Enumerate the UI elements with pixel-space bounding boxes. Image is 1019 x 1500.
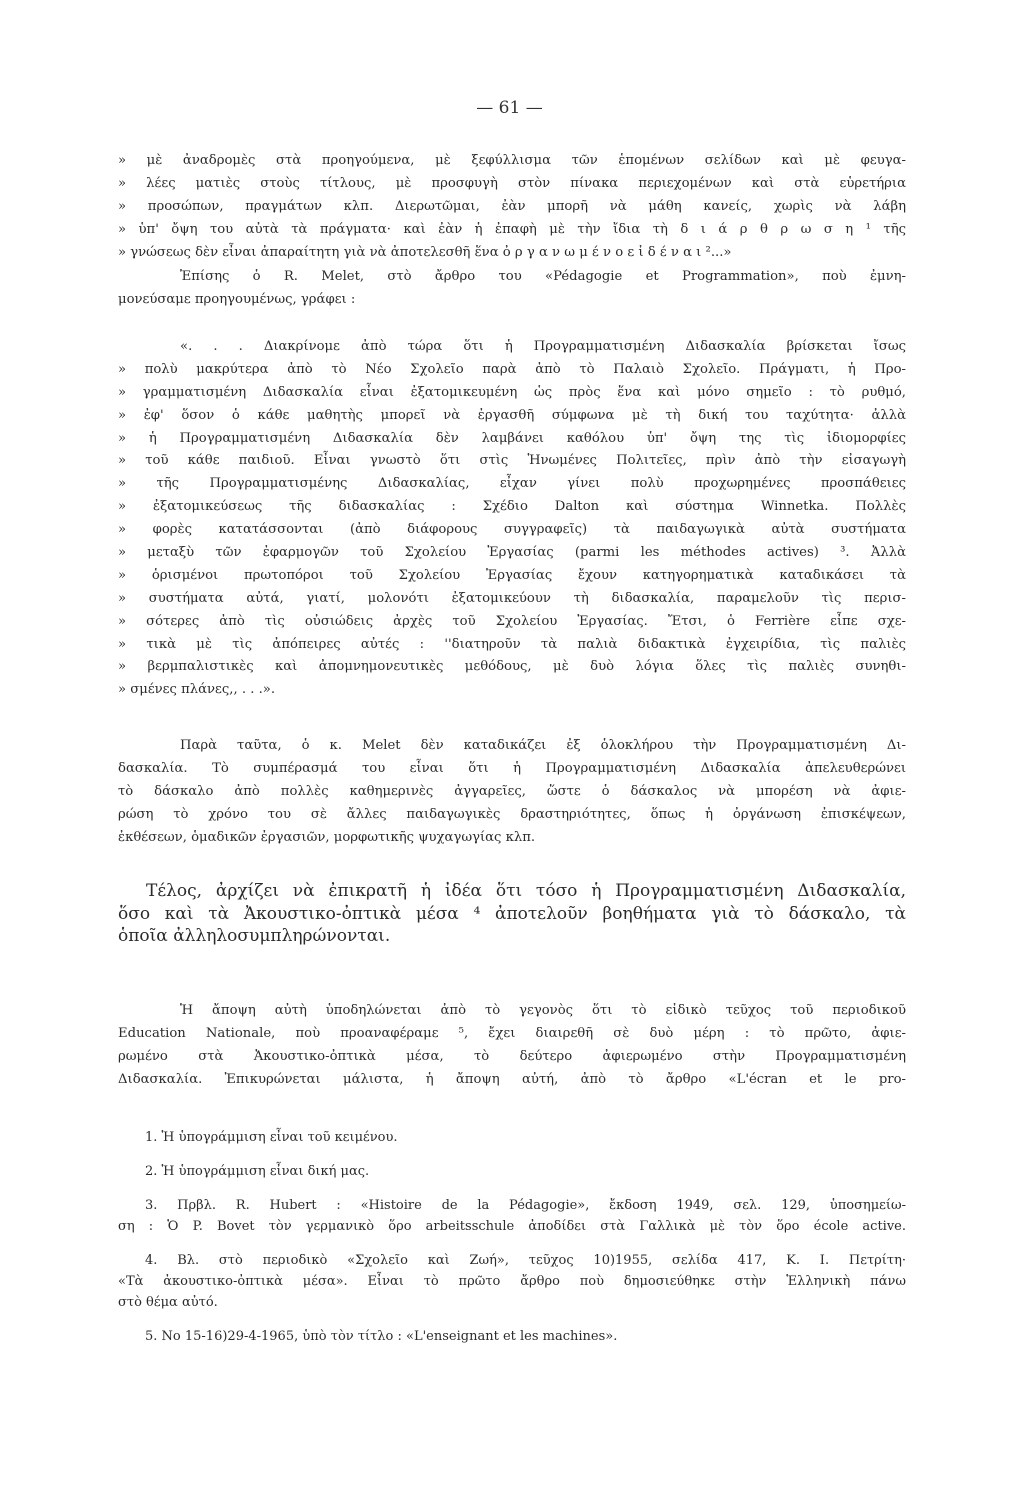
melet-paragraph (118, 735, 906, 849)
text-line: μονεύσαμε προηγουμένως, γράφει : (118, 291, 356, 307)
text-line: » λέες ματιὲς στοὺς τίτλους, μὲ προσφυγὴ στὸν πίνακα περιεχομένων καὶ στὰ εὑρετήρια (118, 175, 906, 191)
text-line: » σότερες ἀπὸ τὶς οὐσιώδεις ἀρχὲς τοῦ Σχολείου Ἐργασίας. Ἔτσι, ὁ Ferrière εἶπε σχε- (118, 613, 906, 629)
footnote-3-line: ση : Ὁ P. Bovet τὸν γερμανικὸ ὅρο arbeitsschule ἀποδίδει στὰ Γαλλικὰ μὲ τὸν ὅρο école active. (118, 1219, 906, 1234)
text-line: » ἐξατομικεύσεως τῆς διδασκαλίας : Σχέδιο Dalton καὶ σύστημα Winnetka. Πολλὲς (118, 499, 906, 515)
text-line: » μεταξὺ τῶν ἐφαρμογῶν τοῦ Σχολείου Ἐργασίας (parmi les méthodes actives) ³. Ἀλλὰ (118, 545, 906, 561)
text-line: τὸ δάσκαλο ἀπὸ πολλὲς καθημερινὲς ἀγγαρεῖες, ὥστε ὁ δάσκαλος νὰ μπορέση νὰ ἀφιε- (118, 783, 906, 799)
text-line: » τοῦ κάθε παιδιοῦ. Εἶναι γνωστὸ ὅτι στὶς Ἡνωμένες Πολιτεῖες, πρὶν ἀπὸ τὴν εἰσαγωγὴ (118, 453, 906, 469)
text-line: » τῆς Προγραμματισμένης Διδασκαλίας, εἶχαν γίνει πολὺ προχωρημένες προσπάθειες (118, 476, 906, 492)
text-line: ἐκθέσεων, ὁμαδικῶν ἐργασιῶν, μορφωτικῆς ψυχαγωγίας κλπ. (118, 829, 536, 845)
text-line: » σμένες πλάνες,, . . .». (118, 682, 276, 698)
text-line: » βερμπαλιστικὲς καὶ ἀπομνημονευτικὲς μεθόδους, μὲ δυὸ λόγια ὅλες τὶς παλιὲς συνηθι- (118, 659, 906, 675)
footnote-5: 5. Νο 15-16)29-4-1965, ὑπὸ τὸν τίτλο : «L'enseignant et les machines». (145, 1329, 618, 1344)
footnotes (118, 1127, 906, 1347)
text-line: » γραμματισμένη Διδασκαλία εἶναι ἐξατομικευμένη ὡς πρὸς ἕνα καὶ μόνο σημεῖο : τὸ ρυθμό, (118, 384, 906, 400)
text-line: » τικὰ μὲ τὶς ἀπόπειρες αὐτές : ''διατηροῦν τὰ παλιὰ διδακτικὰ ἐγχειρίδια, τὶς παλιὲς (118, 636, 906, 652)
text-line: » γνώσεως δὲν εἶναι ἀπαραίτητη γιὰ νὰ ἀποτελεσθῆ ἕνα ὀ ρ γ α ν ω μ έ ν ο ε ἰ δ έ ν α ι ²...» (118, 244, 732, 260)
footnote-1: 1. Ἡ ὑπογράμμιση εἶναι τοῦ κειμένου. (145, 1130, 398, 1145)
education-nationale-paragraph (118, 1000, 906, 1092)
text-line: » ὁρισμένοι πρωτοπόροι τοῦ Σχολείου Ἐργασίας ἔχουν κατηγορηματικὰ καταδικάσει τὰ (118, 567, 906, 583)
text-line: Ἐπίσης ὁ R. Melet, στὸ ἄρθρο του «Pédagogie et Programmation», ποὺ ἐμνη- (180, 269, 906, 284)
footnote-3-line: 3. Πρβλ. R. Hubert : «Histoire de la Pédagogie», ἔκδοση 1949, σελ. 129, ὑποσημείω- (145, 1198, 906, 1213)
text-line: Παρὰ ταῦτα, ὁ κ. Melet δὲν καταδικάζει ἐξ ὁλοκλήρου τὴν Προγραμματισμένη Δι- (180, 738, 906, 753)
text-line: ὅσο καὶ τὰ Ἀκουστικο-ὀπτικὰ μέσα ⁴ ἀποτελοῦν βοηθήματα γιὰ τὸ δάσκαλο, τὰ (118, 903, 906, 924)
text-line: ρώση τὸ χρόνο του σὲ ἄλλες παιδαγωγικὲς δραστηριότητες, ὅπως ἡ ὀργάνωση ἐπισκέψεων, (118, 806, 906, 822)
text-line: ὁποῖα ἀλληλοσυμπληρώνονται. (118, 926, 391, 946)
quote-block-1 (118, 150, 906, 264)
melet-intro-paragraph (118, 266, 906, 312)
footnote-2: 2. Ἡ ὑπογράμμιση εἶναι δική μας. (145, 1164, 370, 1179)
text-line: ρωμένο στὰ Ἀκουστικο-ὀπτικὰ μέσα, τὸ δεύτερο ἀφιερωμένο στὴν Προγραμματισμένη (118, 1048, 906, 1064)
footnote-4-line: 4. Βλ. στὸ περιοδικὸ «Σχολεῖο καὶ Ζωή», τεῦχος 10)1955, σελίδα 417, Κ. Ι. Πετρίτη· (145, 1253, 906, 1268)
text-line: Διδασκαλία. Ἐπικυρώνεται μάλιστα, ἡ ἄποψη αὐτή, ἀπὸ τὸ ἄρθρο «L'écran et le pro- (118, 1071, 906, 1087)
text-line: » φορὲς κατατάσσονται (ἀπὸ διάφορους συγγραφεῖς) τὰ παιδαγωγικὰ αὐτὰ συστήματα (118, 522, 906, 538)
text-line: » πολὺ μακρύτερα ἀπὸ τὸ Νέο Σχολεῖο παρὰ ἀπὸ τὸ Παλαιὸ Σχολεῖο. Πράγματι, ἡ Προ- (118, 361, 906, 377)
text-line: » συστήματα αὐτά, γιατί, μολονότι ἐξατομικεύουν τὴ διδασκαλία, παραμελοῦν τὶς περισ- (118, 590, 906, 606)
text-line: Τέλος, ἀρχίζει νὰ ἐπικρατῆ ἡ ἰδέα ὅτι τόσο ἡ Προγραμματισμένη Διδασκαλία, (146, 881, 906, 901)
text-line: » μὲ ἀναδρομὲς στὰ προηγούμενα, μὲ ξεφύλλισμα τῶν ἑπομένων σελίδων καὶ μὲ φευγα- (118, 153, 906, 168)
text-line: » ὑπ' ὄψη του αὐτὰ τὰ πράγματα· καὶ ἐὰν ἡ ἐπαφὴ μὲ τὴν ἴδια τὴ δ ι ά ρ θ ρ ω σ η ¹ τῆς (118, 221, 906, 237)
quote-block-2 (118, 336, 906, 702)
page-number: — 61 — (476, 98, 543, 118)
text-line: Ἡ ἄποψη αὐτὴ ὑποδηλώνεται ἀπὸ τὸ γεγονὸς ὅτι τὸ εἰδικὸ τεῦχος τοῦ περιοδικοῦ (180, 1003, 906, 1018)
text-line: Education Nationale, ποὺ προαναφέραμε ⁵, ἔχει διαιρεθῆ σὲ δυὸ μέρη : τὸ πρῶτο, ἀφιε- (118, 1025, 906, 1041)
text-line: » ἡ Προγραμματισμένη Διδασκαλία δὲν λαμβάνει καθόλου ὑπ' ὄψη της τὶς ἰδιομορφίες (118, 430, 906, 446)
footnote-4-line: «Τὰ ἀκουστικο-ὀπτικὰ μέσα». Εἶναι τὸ πρῶτο ἄρθρο ποὺ δημοσιεύθηκε στὴν Ἑλληνικὴ πάνω (118, 1274, 906, 1289)
text-line: » ἐφ' ὅσον ὁ κάθε μαθητὴς μπορεῖ νὰ ἐργασθῆ σύμφωνα μὲ τὴ δική του ταχύτητα· ἀλλὰ (118, 407, 906, 423)
conclusion-paragraph-large (118, 880, 906, 948)
footnote-4-line: στὸ θέμα αὐτό. (118, 1295, 218, 1310)
text-line: «. . . Διακρίνομε ἀπὸ τώρα ὅτι ἡ Προγραμματισμένη Διδασκαλία βρίσκεται ἴσως (180, 339, 906, 354)
text-line: » προσώπων, πραγμάτων κλπ. Διερωτῶμαι, ἐὰν μπορῆ νὰ μάθη κανείς, χωρὶς νὰ λάβη (118, 198, 906, 214)
text-line: δασκαλία. Τὸ συμπέρασμά του εἶναι ὅτι ἡ Προγραμματισμένη Διδασκαλία ἀπελευθερώνει (118, 760, 906, 776)
